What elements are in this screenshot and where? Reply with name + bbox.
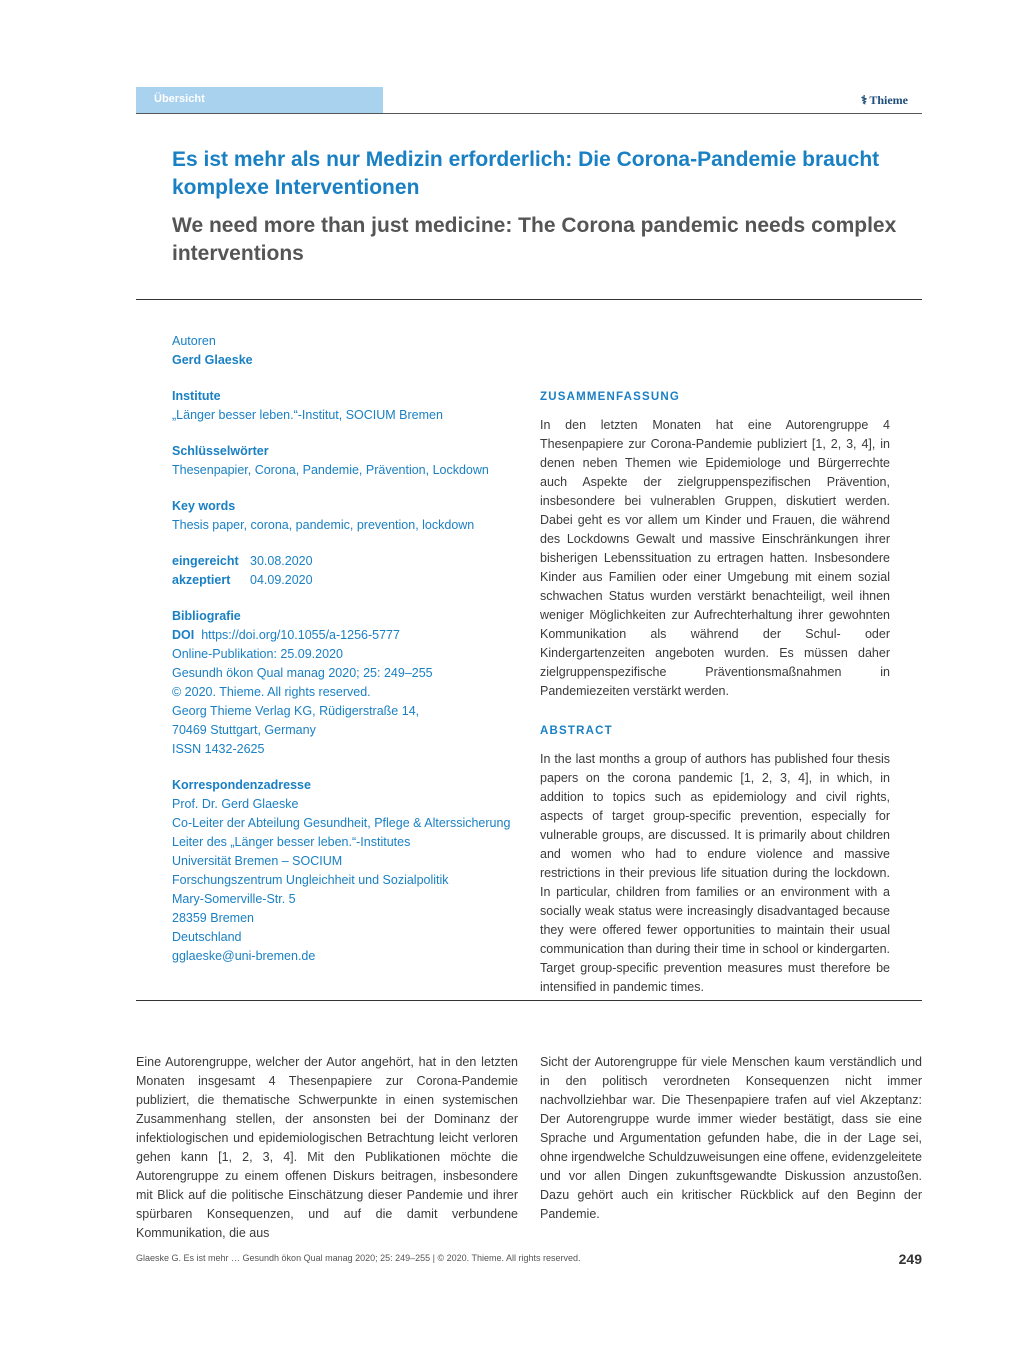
online-publication: Online-Publikation: 25.09.2020 [172, 647, 343, 661]
body-column-right: Sicht der Autorengruppe für viele Menschen kaum verständlich und in den politisch verordneten Konsequenzen nicht immer nachvollziehbar war. Die Thesenpapiere trafen auf viel Akzeptanz: Der Autorengruppe wurde immer wieder bestätigt, dass sie eine Sprache und Argumentation gefunden habe, die in der Lage sei, ohne irgendwelche Schuldzuweisungen eine offene, evidenzgeleitete und vor allen Dingen zukunftsgewandte Diskussion anzustoßen. Dazu gehört auch ein kritischer Rückblick auf den Beginn der Pandemie. [540, 1055, 922, 1221]
abstract-en-text: In the last months a group of authors has published four thesis papers on the corona pandemic [1, 2, 3, 4], in which, in addition to topics such as epidemiology and civil rights, aspects of target group-specific prevention, especially for vulnerable groups, are discussed. It is primarily about children and women who had to endure violence and massive restrictions in their previous life situation during the lockdown. In particular, children from families or an environment with a socially weak status were increasingly disadvantaged because they were offered fewer opportunities to maintain their usual communication than during their time in school or kindergarten. Target group-specific prevention measures must therefore be intensified in pandemic times. [540, 752, 890, 994]
author-name: Gerd Glaeske [172, 353, 253, 367]
keywords-de-value: Thesenpapier, Corona, Pandemie, Prävention, Lockdown [172, 463, 489, 477]
correspondence-block [172, 776, 527, 966]
publisher-address-1: Georg Thieme Verlag KG, Rüdigerstraße 14, [172, 704, 420, 718]
issn: ISSN 1432-2625 [172, 742, 265, 756]
abstract-rule [136, 1000, 922, 1001]
publisher-logo [861, 93, 908, 108]
correspondence-line: 28359 Bremen [172, 911, 255, 925]
keywords-de-block [172, 442, 527, 480]
correspondence-line: Universität Bremen – SOCIUM [172, 854, 343, 868]
title-rule [136, 299, 922, 300]
article-metadata [172, 332, 527, 983]
submitted-label: eingereicht [172, 554, 239, 568]
accepted-label: akzeptiert [172, 573, 231, 587]
bibliography-block [172, 607, 527, 759]
abstracts [540, 388, 890, 1018]
dates-block [172, 552, 527, 590]
journal-citation: Gesundh ökon Qual manag 2020; 25: 249–255 [172, 666, 433, 680]
keywords-en-value: Thesis paper, corona, pandemic, prevention, lockdown [172, 518, 475, 532]
institutes-value: „Länger besser leben.“-Institut, SOCIUM Bremen [172, 408, 443, 422]
correspondence-line: Leiter des „Länger besser leben.“-Institutes [172, 835, 411, 849]
authors-label: Autoren [172, 334, 216, 348]
publisher-name: Thieme [869, 93, 908, 107]
section-band [136, 87, 383, 113]
correspondence-line: Prof. Dr. Gerd Glaeske [172, 797, 299, 811]
footer-citation: Glaeske G. Es ist mehr … Gesundh ökon Qual manag 2020; 25: 249–255 | © 2020. Thieme. All rights reserved. [136, 1253, 581, 1263]
summary-de-text: In den letzten Monaten hat eine Autorengruppe 4 Thesenpapiere zur Corona-Pandemie publiziert [1, 2, 3, 4], in denen neben Themen wie Epidemiologe und Bürgerrechte auch Aspekte der zielgruppenspezifischen Prävention, insbesondere bei vulnerablen Gruppen, diskutiert werden. Dabei geht es vor allem um Kinder und Frauen, die während des Lockdowns Gewalt und massive Einschränkungen ihrer bisherigen Lebenssituation zu ertragen hatten. Insbesondere Kinder aus Familien oder einer Umgebung mit einem sozial schwachen Status wurden verstärkt benachteiligt, weil ihnen weniger Möglichkeiten zur Aufrechterhaltung ihrer gewohnten Kommunikation als während der Schul- oder Kindergartenzeiten angeboten wurden. Es müssen daher zielgruppenspezifische Präventionsmaßnahmen in Pandemiezeiten verstärkt werden. [540, 418, 890, 698]
copyright: © 2020. Thieme. All rights reserved. [172, 685, 371, 699]
page-number: 249 [898, 1251, 922, 1267]
abstract-en-heading: ABSTRACT [540, 725, 613, 737]
doi-link[interactable]: https://doi.org/10.1055/a-1256-5777 [201, 628, 400, 642]
doi-label: DOI [172, 628, 195, 642]
title-german: Es ist mehr als nur Medizin erforderlich: Die Corona-Pandemie braucht komplexe Interventionen [172, 148, 880, 199]
correspondence-email[interactable]: gglaeske@uni-bremen.de [172, 949, 316, 963]
bibliography-label: Bibliografie [172, 609, 241, 623]
keywords-en-block [172, 497, 527, 535]
submitted-date: 30.08.2020 [250, 554, 313, 568]
accepted-date: 04.09.2020 [250, 573, 313, 587]
authors-block [172, 332, 527, 370]
institutes-block [172, 387, 527, 425]
correspondence-line: Mary-Somerville-Str. 5 [172, 892, 296, 906]
section-label: Übersicht [154, 93, 205, 105]
summary-de-heading: ZUSAMMENFASSUNG [540, 391, 681, 403]
title-english: We need more than just medicine: The Corona pandemic needs complex interventions [172, 214, 897, 265]
keywords-en-label: Key words [172, 499, 236, 513]
header-rule [136, 113, 922, 114]
correspondence-label: Korrespondenzadresse [172, 778, 311, 792]
body-column-left: Eine Autorengruppe, welcher der Autor angehört, hat in den letzten Monaten insgesamt 4 Thesenpapiere zur Corona-Pandemie publiziert, die thematische Schwerpunkte in einen systemischen Zusammenhang stellen, der ansonsten bei der Dominanz der infektiologischen und epidemiologischen Betrachtung leicht verloren gehen kann [1, 2, 3, 4]. Mit den Publikationen möchte die Autorengruppe zu einem offenen Diskurs beitragen, insbesondere mit Blick auf die politische Einschätzung dieser Pandemie und ihrer spürbaren Konsequenzen, und auf die damit verbundene Kommunikation, die aus [136, 1055, 518, 1240]
correspondence-line: Deutschland [172, 930, 242, 944]
thieme-logo-icon: ⚕ [860, 93, 868, 107]
institutes-label: Institute [172, 389, 221, 403]
publisher-address-2: 70469 Stuttgart, Germany [172, 723, 316, 737]
keywords-de-label: Schlüsselwörter [172, 444, 269, 458]
correspondence-line: Forschungszentrum Ungleichheit und Sozialpolitik [172, 873, 449, 887]
correspondence-line: Co-Leiter der Abteilung Gesundheit, Pflege & Alterssicherung [172, 816, 511, 830]
